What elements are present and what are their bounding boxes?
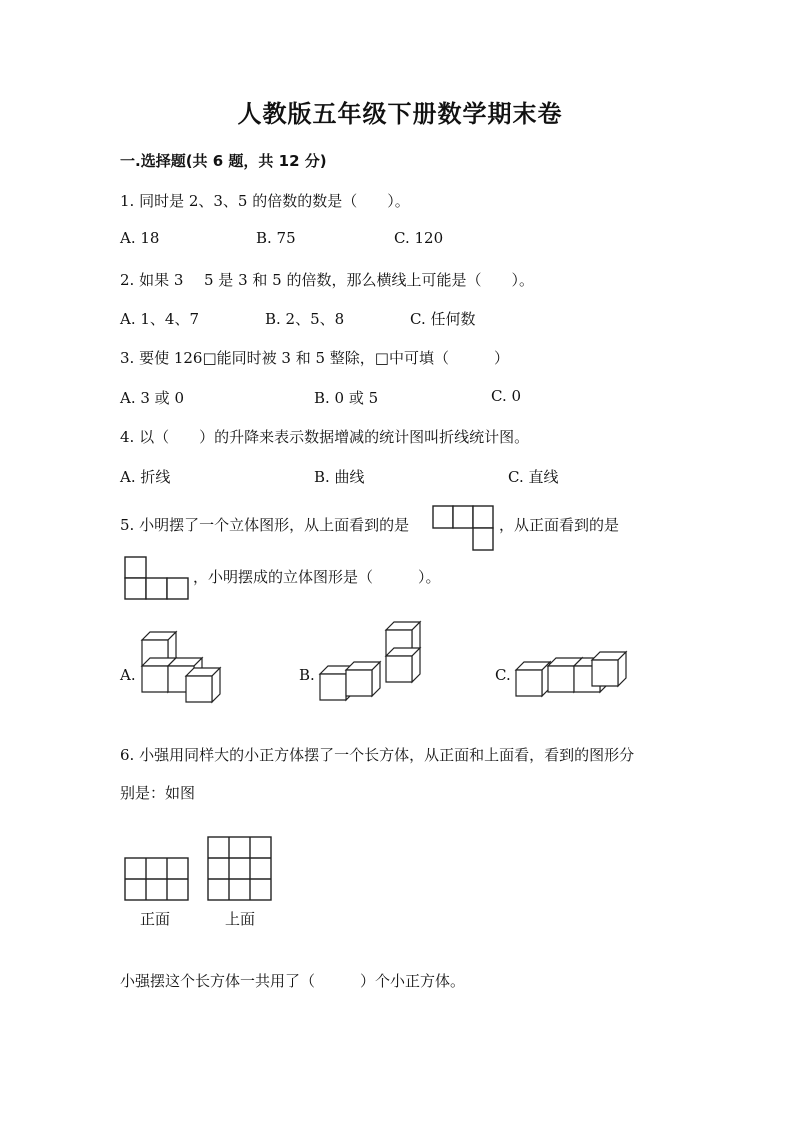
q3-option-b: B. 0 或 5: [314, 389, 379, 407]
q1-option-c: C. 120: [394, 229, 444, 247]
q3-option-c: C. 0: [491, 387, 522, 405]
q4-option-a: A. 折线: [120, 468, 171, 486]
front-view-grid: [125, 858, 191, 904]
top-view-figure: [433, 506, 497, 552]
question-1: 1. 同时是 2、3、5 的倍数的数是（ ）。: [120, 192, 410, 210]
q1-option-a: A. 18: [120, 229, 160, 247]
section-heading: 一.选择题(共 6 题，共 12 分): [120, 152, 327, 170]
question-5-part-b: ，从正面看到的是: [499, 516, 620, 534]
q5-option-c: C.: [495, 666, 511, 684]
option-a-cube-figure: [138, 620, 238, 710]
question-6-line-2: 别是：如图: [120, 784, 196, 802]
question-6-answer-line: 小强摆这个长方体一共用了（ ）个小正方体。: [120, 972, 466, 990]
unit-cube: [186, 668, 220, 702]
q5-option-a: A.: [120, 666, 136, 684]
question-2-part-a: 2. 如果 3: [120, 271, 184, 289]
q2-option-a: A. 1、4、7: [120, 310, 199, 328]
q4-option-c: C. 直线: [508, 468, 559, 486]
question-3: 3. 要使 126□能同时被 3 和 5 整除，□中可填（ ）: [120, 349, 509, 367]
option-b-cube-figure: [318, 620, 428, 710]
question-6-line-1: 6. 小强用同样大的小正方体摆了一个长方体，从正面和上面看，看到的图形分: [120, 746, 635, 764]
question-5-part-a: 5. 小明摆了一个立体图形，从上面看到的是: [120, 516, 410, 534]
unit-cube: [592, 652, 626, 686]
top-view-grid: [208, 837, 274, 905]
unit-cube: [346, 662, 380, 696]
question-2-part-b: 5 是 3 和 5 的倍数，那么横线上可能是（ ）。: [204, 271, 534, 289]
q2-option-c: C. 任何数: [410, 310, 476, 328]
front-view-figure: [125, 557, 191, 603]
question-4: 4. 以（ ）的升降来表示数据增减的统计图叫折线统计图。: [120, 428, 530, 446]
q3-option-a: A. 3 或 0: [120, 389, 184, 407]
page-title: 人教版五年级下册数学期末卷: [237, 99, 563, 128]
front-view-label: 正面: [140, 910, 171, 928]
unit-cube: [516, 662, 550, 696]
top-view-label: 上面: [225, 910, 256, 928]
q5-option-b: B.: [299, 666, 315, 684]
q2-option-b: B. 2、5、8: [265, 310, 345, 328]
q4-option-b: B. 曲线: [314, 468, 365, 486]
option-c-cube-figure: [514, 640, 624, 710]
q1-option-b: B. 75: [256, 229, 296, 247]
unit-cube: [386, 648, 420, 682]
question-5-part-c: ，小明摆成的立体图形是（ ）。: [193, 568, 441, 586]
